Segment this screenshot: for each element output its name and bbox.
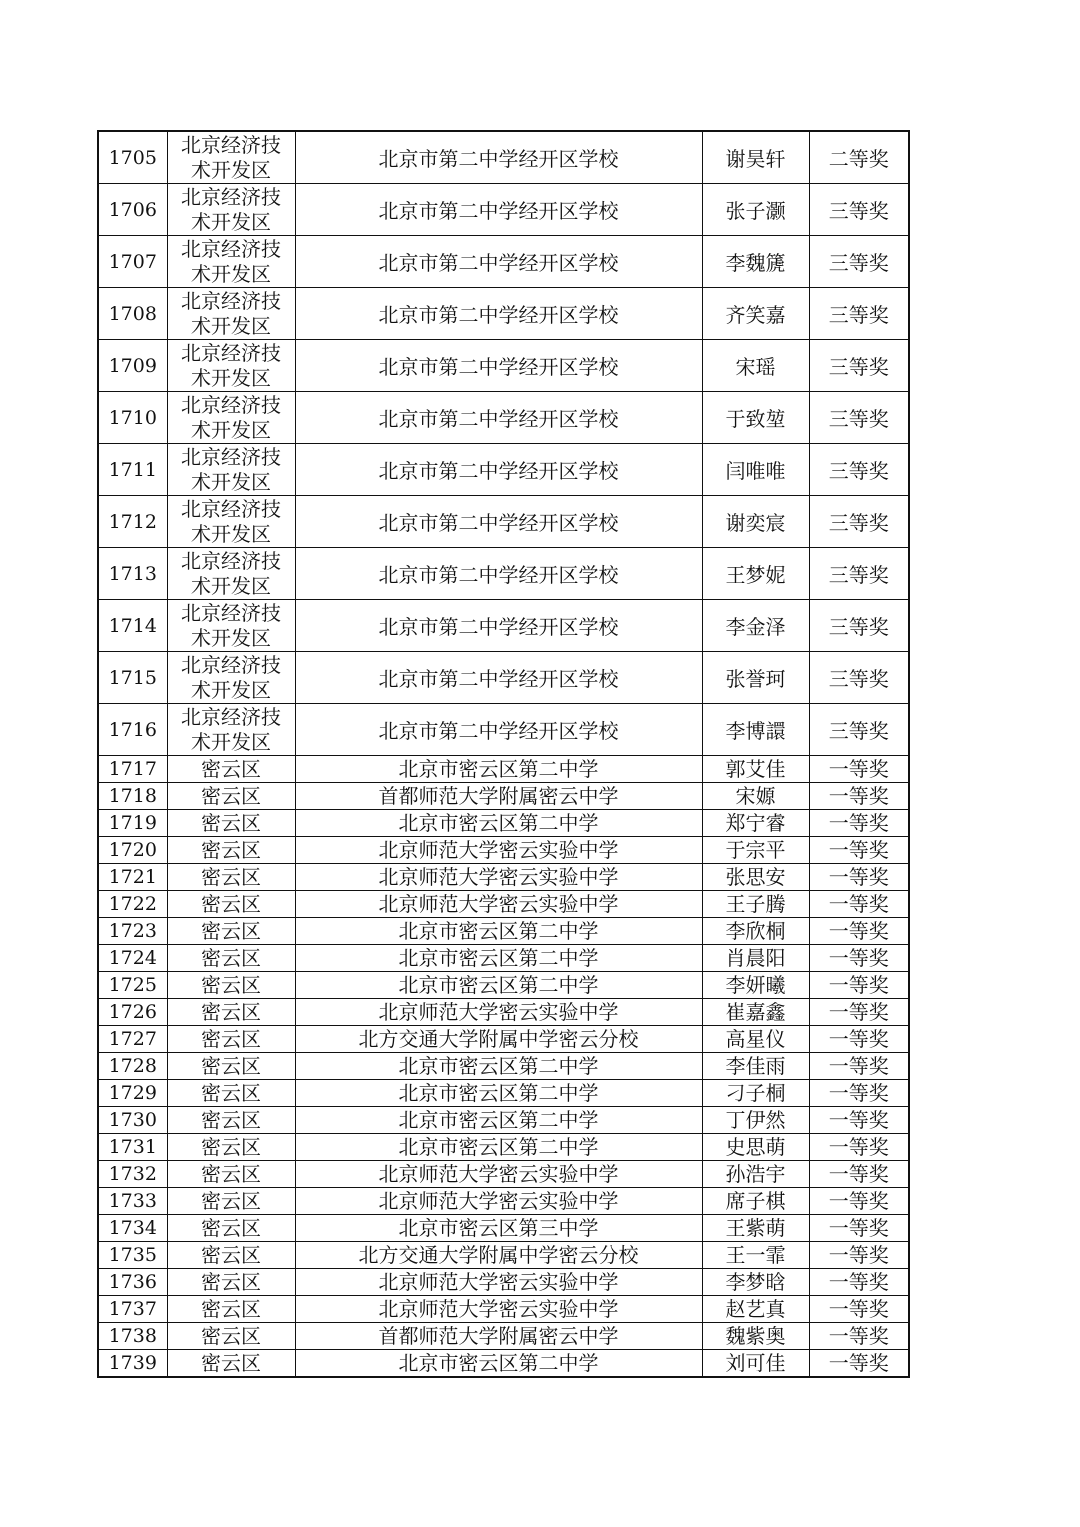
award-cell: 一等奖	[809, 783, 909, 810]
school-cell: 北京市密云区第二中学	[295, 972, 702, 999]
student-name-cell: 刁子桐	[702, 1080, 809, 1107]
row-number-cell: 1738	[98, 1323, 167, 1350]
district-cell	[167, 783, 295, 810]
district-line: 密云区	[201, 1054, 261, 1078]
student-name-cell: 史思萌	[702, 1134, 809, 1161]
district-cell	[167, 756, 295, 783]
award-cell: 一等奖	[809, 999, 909, 1026]
student-name-cell: 魏紫奥	[702, 1323, 809, 1350]
row-number-cell: 1711	[98, 444, 167, 496]
row-number-cell: 1714	[98, 600, 167, 652]
district-line: 北京经济技	[181, 340, 281, 365]
district-cell	[167, 999, 295, 1026]
row-number-cell: 1732	[98, 1161, 167, 1188]
district-line: 术开发区	[191, 573, 271, 598]
row-number-cell: 1718	[98, 783, 167, 810]
district-cell	[167, 1053, 295, 1080]
district-line: 术开发区	[191, 625, 271, 650]
district-line: 密云区	[201, 865, 261, 889]
district-cell	[167, 1242, 295, 1269]
student-name-cell: 崔嘉鑫	[702, 999, 809, 1026]
district-line: 密云区	[201, 892, 261, 916]
student-name-cell: 刘可佳	[702, 1350, 809, 1378]
school-cell: 北京市第二中学经开区学校	[295, 131, 702, 184]
district-cell	[167, 652, 295, 704]
row-number-cell: 1728	[98, 1053, 167, 1080]
district-cell	[167, 837, 295, 864]
award-cell: 三等奖	[809, 496, 909, 548]
district-line: 密云区	[201, 1135, 261, 1159]
row-number-cell: 1709	[98, 340, 167, 392]
district-line: 术开发区	[191, 417, 271, 442]
student-name-cell: 齐笑嘉	[702, 288, 809, 340]
row-number-cell: 1705	[98, 131, 167, 184]
school-cell: 北京师范大学密云实验中学	[295, 837, 702, 864]
row-number-cell: 1724	[98, 945, 167, 972]
table-row	[98, 652, 909, 704]
district-line: 北京经济技	[181, 704, 281, 729]
award-cell: 一等奖	[809, 864, 909, 891]
award-cell: 一等奖	[809, 810, 909, 837]
award-cell: 一等奖	[809, 945, 909, 972]
district-cell	[167, 392, 295, 444]
district-cell	[167, 236, 295, 288]
district-cell	[167, 1134, 295, 1161]
award-cell: 三等奖	[809, 600, 909, 652]
school-cell: 北方交通大学附属中学密云分校	[295, 1242, 702, 1269]
district-cell	[167, 704, 295, 756]
table-row	[98, 1269, 909, 1296]
student-name-cell: 王梦妮	[702, 548, 809, 600]
table-row	[98, 600, 909, 652]
student-name-cell: 丁伊然	[702, 1107, 809, 1134]
district-cell	[167, 1323, 295, 1350]
student-name-cell: 闫唯唯	[702, 444, 809, 496]
district-line: 密云区	[201, 1270, 261, 1294]
district-cell	[167, 600, 295, 652]
district-cell	[167, 496, 295, 548]
student-name-cell: 肖晨阳	[702, 945, 809, 972]
student-name-cell: 李梦晗	[702, 1269, 809, 1296]
district-line: 术开发区	[191, 729, 271, 754]
school-cell: 北京师范大学密云实验中学	[295, 864, 702, 891]
district-line: 密云区	[201, 1189, 261, 1213]
school-cell: 北京市第二中学经开区学校	[295, 652, 702, 704]
row-number-cell: 1717	[98, 756, 167, 783]
district-line: 北京经济技	[181, 392, 281, 417]
table-row	[98, 1242, 909, 1269]
student-name-cell: 王一霏	[702, 1242, 809, 1269]
table-row	[98, 131, 909, 184]
district-line: 密云区	[201, 919, 261, 943]
row-number-cell: 1727	[98, 1026, 167, 1053]
district-line: 术开发区	[191, 313, 271, 338]
award-cell: 一等奖	[809, 1107, 909, 1134]
student-name-cell: 李佳雨	[702, 1053, 809, 1080]
district-cell	[167, 1350, 295, 1378]
table-row	[98, 1323, 909, 1350]
student-name-cell: 谢昊轩	[702, 131, 809, 184]
student-name-cell: 李欣桐	[702, 918, 809, 945]
table-row	[98, 444, 909, 496]
award-cell: 三等奖	[809, 704, 909, 756]
row-number-cell: 1719	[98, 810, 167, 837]
row-number-cell: 1735	[98, 1242, 167, 1269]
school-cell: 北京师范大学密云实验中学	[295, 999, 702, 1026]
district-line: 北京经济技	[181, 652, 281, 677]
row-number-cell: 1706	[98, 184, 167, 236]
award-cell: 一等奖	[809, 918, 909, 945]
district-cell	[167, 288, 295, 340]
row-number-cell: 1713	[98, 548, 167, 600]
district-cell	[167, 810, 295, 837]
table-row	[98, 837, 909, 864]
award-cell: 一等奖	[809, 1296, 909, 1323]
table-row	[98, 548, 909, 600]
district-cell	[167, 444, 295, 496]
school-cell: 北京市密云区第三中学	[295, 1215, 702, 1242]
district-cell	[167, 945, 295, 972]
district-cell	[167, 1026, 295, 1053]
table-row	[98, 810, 909, 837]
district-line: 密云区	[201, 1351, 261, 1375]
award-cell: 三等奖	[809, 184, 909, 236]
district-line: 北京经济技	[181, 288, 281, 313]
district-line: 术开发区	[191, 521, 271, 546]
district-line: 密云区	[201, 811, 261, 835]
student-name-cell: 李金泽	[702, 600, 809, 652]
district-cell	[167, 340, 295, 392]
district-line: 密云区	[201, 973, 261, 997]
school-cell: 北京市第二中学经开区学校	[295, 392, 702, 444]
district-cell	[167, 1296, 295, 1323]
results-table-body	[98, 131, 909, 1377]
award-cell: 三等奖	[809, 236, 909, 288]
district-cell	[167, 184, 295, 236]
district-line: 北京经济技	[181, 444, 281, 469]
school-cell: 北京市第二中学经开区学校	[295, 184, 702, 236]
student-name-cell: 高星仪	[702, 1026, 809, 1053]
row-number-cell: 1726	[98, 999, 167, 1026]
award-cell: 一等奖	[809, 837, 909, 864]
award-cell: 一等奖	[809, 756, 909, 783]
school-cell: 北京师范大学密云实验中学	[295, 1161, 702, 1188]
table-row	[98, 891, 909, 918]
student-name-cell: 于宗平	[702, 837, 809, 864]
table-row	[98, 496, 909, 548]
school-cell: 北京市第二中学经开区学校	[295, 288, 702, 340]
row-number-cell: 1710	[98, 392, 167, 444]
district-cell	[167, 131, 295, 184]
student-name-cell: 李妍曦	[702, 972, 809, 999]
school-cell: 北京市第二中学经开区学校	[295, 496, 702, 548]
award-cell: 一等奖	[809, 1269, 909, 1296]
district-cell	[167, 972, 295, 999]
table-row	[98, 392, 909, 444]
table-row	[98, 1161, 909, 1188]
district-line: 密云区	[201, 1243, 261, 1267]
table-row	[98, 704, 909, 756]
student-name-cell: 李魏篪	[702, 236, 809, 288]
table-row	[98, 918, 909, 945]
row-number-cell: 1736	[98, 1269, 167, 1296]
school-cell: 北京市密云区第二中学	[295, 1134, 702, 1161]
row-number-cell: 1730	[98, 1107, 167, 1134]
school-cell: 北京师范大学密云实验中学	[295, 1269, 702, 1296]
row-number-cell: 1729	[98, 1080, 167, 1107]
table-row	[98, 1026, 909, 1053]
table-row	[98, 236, 909, 288]
table-row	[98, 864, 909, 891]
district-line: 术开发区	[191, 469, 271, 494]
district-line: 术开发区	[191, 209, 271, 234]
student-name-cell: 赵艺真	[702, 1296, 809, 1323]
row-number-cell: 1721	[98, 864, 167, 891]
table-row	[98, 1080, 909, 1107]
school-cell: 北京市密云区第二中学	[295, 945, 702, 972]
row-number-cell: 1708	[98, 288, 167, 340]
district-line: 术开发区	[191, 677, 271, 702]
school-cell: 北京市密云区第二中学	[295, 1350, 702, 1378]
table-row	[98, 1215, 909, 1242]
student-name-cell: 谢奕宸	[702, 496, 809, 548]
district-line: 密云区	[201, 1108, 261, 1132]
district-line: 密云区	[201, 784, 261, 808]
school-cell: 北京师范大学密云实验中学	[295, 891, 702, 918]
award-cell: 一等奖	[809, 1323, 909, 1350]
table-row	[98, 945, 909, 972]
district-cell	[167, 1107, 295, 1134]
district-cell	[167, 1269, 295, 1296]
table-row	[98, 184, 909, 236]
student-name-cell: 张子灏	[702, 184, 809, 236]
row-number-cell: 1737	[98, 1296, 167, 1323]
student-name-cell: 宋瑶	[702, 340, 809, 392]
award-cell: 一等奖	[809, 891, 909, 918]
district-cell	[167, 1080, 295, 1107]
school-cell: 北京市密云区第二中学	[295, 1053, 702, 1080]
student-name-cell: 宋嫄	[702, 783, 809, 810]
row-number-cell: 1723	[98, 918, 167, 945]
award-cell: 三等奖	[809, 652, 909, 704]
district-cell	[167, 1188, 295, 1215]
school-cell: 北京师范大学密云实验中学	[295, 1188, 702, 1215]
row-number-cell: 1731	[98, 1134, 167, 1161]
award-cell: 一等奖	[809, 1188, 909, 1215]
award-cell: 三等奖	[809, 548, 909, 600]
table-row	[98, 340, 909, 392]
district-line: 北京经济技	[181, 496, 281, 521]
school-cell: 北京市第二中学经开区学校	[295, 444, 702, 496]
district-line: 术开发区	[191, 157, 271, 182]
table-row	[98, 1107, 909, 1134]
student-name-cell: 王紫萌	[702, 1215, 809, 1242]
row-number-cell: 1733	[98, 1188, 167, 1215]
student-name-cell: 王子腾	[702, 891, 809, 918]
district-line: 密云区	[201, 1216, 261, 1240]
row-number-cell: 1722	[98, 891, 167, 918]
award-cell: 一等奖	[809, 1134, 909, 1161]
award-cell: 一等奖	[809, 1242, 909, 1269]
district-cell	[167, 1215, 295, 1242]
award-cell: 三等奖	[809, 340, 909, 392]
table-row	[98, 783, 909, 810]
district-line: 密云区	[201, 1000, 261, 1024]
school-cell: 北京市第二中学经开区学校	[295, 600, 702, 652]
district-cell	[167, 891, 295, 918]
district-cell	[167, 548, 295, 600]
school-cell: 北方交通大学附属中学密云分校	[295, 1026, 702, 1053]
award-cell: 一等奖	[809, 1215, 909, 1242]
table-row	[98, 1134, 909, 1161]
school-cell: 首都师范大学附属密云中学	[295, 783, 702, 810]
table-row	[98, 1188, 909, 1215]
student-name-cell: 张思安	[702, 864, 809, 891]
student-name-cell: 李博譞	[702, 704, 809, 756]
award-cell: 三等奖	[809, 288, 909, 340]
school-cell: 北京市密云区第二中学	[295, 1080, 702, 1107]
district-line: 术开发区	[191, 261, 271, 286]
district-line: 密云区	[201, 946, 261, 970]
table-row	[98, 288, 909, 340]
district-line: 北京经济技	[181, 236, 281, 261]
table-row	[98, 1350, 909, 1378]
school-cell: 首都师范大学附属密云中学	[295, 1323, 702, 1350]
school-cell: 北京市密云区第二中学	[295, 918, 702, 945]
district-line: 密云区	[201, 838, 261, 862]
table-row	[98, 756, 909, 783]
row-number-cell: 1715	[98, 652, 167, 704]
district-line: 密云区	[201, 1297, 261, 1321]
table-row	[98, 1296, 909, 1323]
district-cell	[167, 864, 295, 891]
district-line: 北京经济技	[181, 600, 281, 625]
award-cell: 一等奖	[809, 1161, 909, 1188]
district-line: 术开发区	[191, 365, 271, 390]
school-cell: 北京市密云区第二中学	[295, 756, 702, 783]
district-cell	[167, 1161, 295, 1188]
school-cell: 北京市密云区第二中学	[295, 1107, 702, 1134]
district-line: 密云区	[201, 757, 261, 781]
results-table	[97, 130, 910, 1378]
row-number-cell: 1725	[98, 972, 167, 999]
school-cell: 北京市第二中学经开区学校	[295, 704, 702, 756]
district-line: 密云区	[201, 1081, 261, 1105]
row-number-cell: 1739	[98, 1350, 167, 1378]
school-cell: 北京市密云区第二中学	[295, 810, 702, 837]
school-cell: 北京市第二中学经开区学校	[295, 548, 702, 600]
district-line: 北京经济技	[181, 184, 281, 209]
row-number-cell: 1712	[98, 496, 167, 548]
row-number-cell: 1720	[98, 837, 167, 864]
student-name-cell: 张誉珂	[702, 652, 809, 704]
student-name-cell: 席子棋	[702, 1188, 809, 1215]
row-number-cell: 1707	[98, 236, 167, 288]
school-cell: 北京师范大学密云实验中学	[295, 1296, 702, 1323]
row-number-cell: 1716	[98, 704, 167, 756]
district-line: 密云区	[201, 1324, 261, 1348]
row-number-cell: 1734	[98, 1215, 167, 1242]
award-cell: 一等奖	[809, 1053, 909, 1080]
district-cell	[167, 918, 295, 945]
award-cell: 一等奖	[809, 1350, 909, 1378]
student-name-cell: 于致堃	[702, 392, 809, 444]
award-cell: 二等奖	[809, 131, 909, 184]
award-cell: 三等奖	[809, 444, 909, 496]
district-line: 北京经济技	[181, 548, 281, 573]
student-name-cell: 郭艾佳	[702, 756, 809, 783]
student-name-cell: 郑宁睿	[702, 810, 809, 837]
award-cell: 三等奖	[809, 392, 909, 444]
school-cell: 北京市第二中学经开区学校	[295, 340, 702, 392]
award-cell: 一等奖	[809, 1026, 909, 1053]
district-line: 北京经济技	[181, 132, 281, 157]
table-row	[98, 972, 909, 999]
award-cell: 一等奖	[809, 1080, 909, 1107]
district-line: 密云区	[201, 1162, 261, 1186]
district-line: 密云区	[201, 1027, 261, 1051]
student-name-cell: 孙浩宇	[702, 1161, 809, 1188]
table-row	[98, 999, 909, 1026]
table-row	[98, 1053, 909, 1080]
award-cell: 一等奖	[809, 972, 909, 999]
school-cell: 北京市第二中学经开区学校	[295, 236, 702, 288]
